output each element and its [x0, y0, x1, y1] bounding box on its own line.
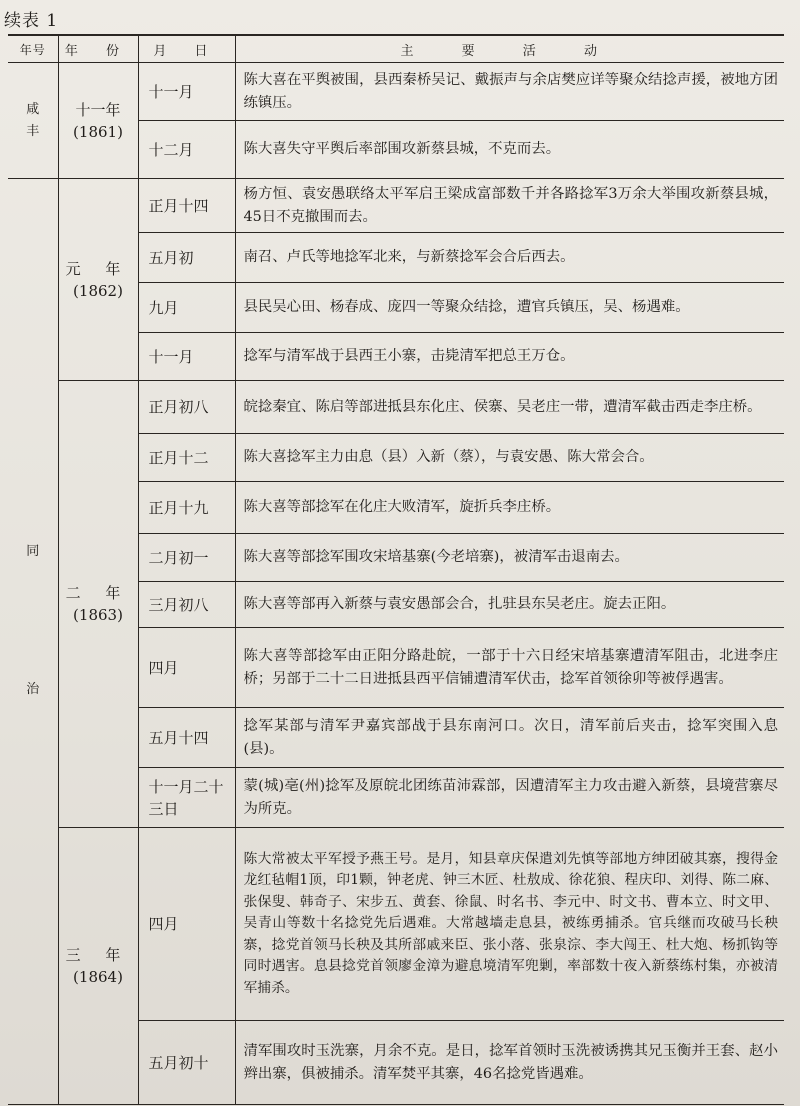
date-cell: 二月初一 [138, 534, 235, 582]
year-cell-1862 [58, 179, 138, 381]
header-date: 月 日 [138, 35, 235, 63]
activity-cell: 陈大喜失守平舆后率部围攻新蔡县城，不克而去。 [235, 121, 784, 179]
date-cell: 十二月 [138, 121, 235, 179]
date-cell: 正月十二 [138, 434, 235, 482]
date-cell: 四月 [138, 628, 235, 708]
year-cell-1864 [58, 828, 138, 1105]
header-activity: 主 要 活 动 [235, 35, 784, 63]
year-name: 十一年 [75, 100, 121, 119]
date-cell: 正月初八 [138, 381, 235, 434]
date-cell: 十一月 [138, 333, 235, 381]
activity-cell: 捻军与清军战于县西王小寨，击毙清军把总王万仓。 [235, 333, 784, 381]
activity-cell: 陈大喜捻军主力由息（县）入新（蔡），与袁安愚、陈大常会合。 [235, 434, 784, 482]
date-cell: 九月 [138, 283, 235, 333]
activity-cell: 陈大喜等部再入新蔡与袁安愚部会合，扎驻县东吴老庄。旋去正阳。 [235, 582, 784, 628]
activity-cell: 县民吴心田、杨春成、庞四一等聚众结捻，遭官兵镇压，吴、杨遇难。 [235, 283, 784, 333]
activity-cell: 捻军某部与清军尹嘉宾部战于县东南河口。次日，清军前后夹击，捻军突围入息(县)。 [235, 708, 784, 768]
year-number: (1864) [73, 968, 123, 986]
year-name: 元 年 [65, 259, 131, 278]
era-char: 治 [26, 682, 40, 697]
activity-cell: 清军围攻时玉洗寨，月余不克。是日，捻军首领时玉洗被诱携其兄玉衡并王套、赵小辫出寨，俱被捕杀。清军焚平其寨，46名捻党皆遇难。 [235, 1021, 784, 1105]
activity-cell: 陈大喜等部捻军由正阳分路赴皖，一部于十六日经宋培基寨遭清军阻击，北进李庄桥；另部于二十二日进抵县西平信铺遭清军伏击，捻军首领徐卯等被俘遇害。 [235, 628, 784, 708]
date-cell: 四月 [138, 828, 235, 1021]
continued-table-label: 续表 1 [4, 11, 59, 31]
activity-cell: 陈大喜等部捻军在化庄大败清军，旋折兵李庄桥。 [235, 482, 784, 534]
year-cell-1861 [58, 63, 138, 179]
activity-cell: 蒙(城)亳(州)捻军及原皖北团练苗沛霖部，因遭清军主力攻击避入新蔡，县境营寨尽为所克。 [235, 768, 784, 828]
era-cell-xianfeng [8, 63, 58, 179]
date-cell: 五月初十 [138, 1021, 235, 1105]
activity-cell: 陈大喜等部捻军围攻宋培基寨(今老培寨)，被清军击退南去。 [235, 534, 784, 582]
table-row [8, 63, 784, 121]
table-row [8, 179, 784, 233]
date-cell: 正月十四 [138, 179, 235, 233]
year-name: 三 年 [65, 946, 131, 964]
year-number: (1862) [73, 281, 123, 300]
header-era: 年号 [8, 35, 58, 63]
activity-cell: 陈大常被太平军授予燕王号。是月，知县章庆保遣刘先慎等部地方绅团破其寨，搜得金龙红毡帽1顶，印1颗，钟老虎、钟三木匠、杜敖成、徐花狼、程庆印、刘得、陈二麻、张保叟、韩奇子、宋步五、黄套、徐鼠、时名书、李元中、时文书、曹本立、时文甲、吴青山等数十名捻党先后遇难。大常越墙走息县，被练勇捕杀。官兵继而攻破马长秧寨，捻党首领马长秧及其所部戚来臣、张小落、张泉淙、李大闯王、杜大炮、杨抓钩等同时遇害。息县捻党首领廖金漳为避息境清军兜剿，率部数十夜入新蔡练村集，亦被清军捕杀。 [235, 828, 784, 1021]
year-number: (1863) [73, 606, 123, 624]
activity-cell: 南召、卢氏等地捻军北来，与新蔡捻军会合后西去。 [235, 233, 784, 283]
date-cell: 十一月 [138, 63, 235, 121]
date-cell: 三月初八 [138, 582, 235, 628]
year-name: 二 年 [65, 584, 131, 602]
era-name: 咸 丰 [26, 101, 40, 139]
activity-cell: 杨方恒、袁安愚联络太平军启王梁成富部数千并各路捻军3万余大举围攻新蔡县城，45日不克撤围而去。 [235, 179, 784, 233]
date-cell: 五月十四 [138, 708, 235, 768]
date-cell: 正月十九 [138, 482, 235, 534]
era-cell-tongzhi [8, 179, 58, 1105]
table-row [8, 381, 784, 434]
chronology-table [8, 34, 784, 1105]
date-cell: 五月初 [138, 233, 235, 283]
year-cell-1863 [58, 381, 138, 828]
date-cell: 十一月二十三日 [138, 768, 235, 828]
activity-cell: 陈大喜在平舆被围，县西秦桥吴记、戴振声与余店樊应详等聚众结捻声援，被地方团练镇压。 [235, 63, 784, 121]
table-row [8, 828, 784, 1021]
year-number: (1861) [73, 122, 123, 141]
era-char: 同 [26, 544, 40, 559]
table-header-row [8, 35, 784, 63]
activity-cell: 皖捻秦宜、陈启等部进抵县东化庄、侯寨、吴老庄一带，遭清军截击西走李庄桥。 [235, 381, 784, 434]
header-year: 年 份 [58, 35, 138, 63]
